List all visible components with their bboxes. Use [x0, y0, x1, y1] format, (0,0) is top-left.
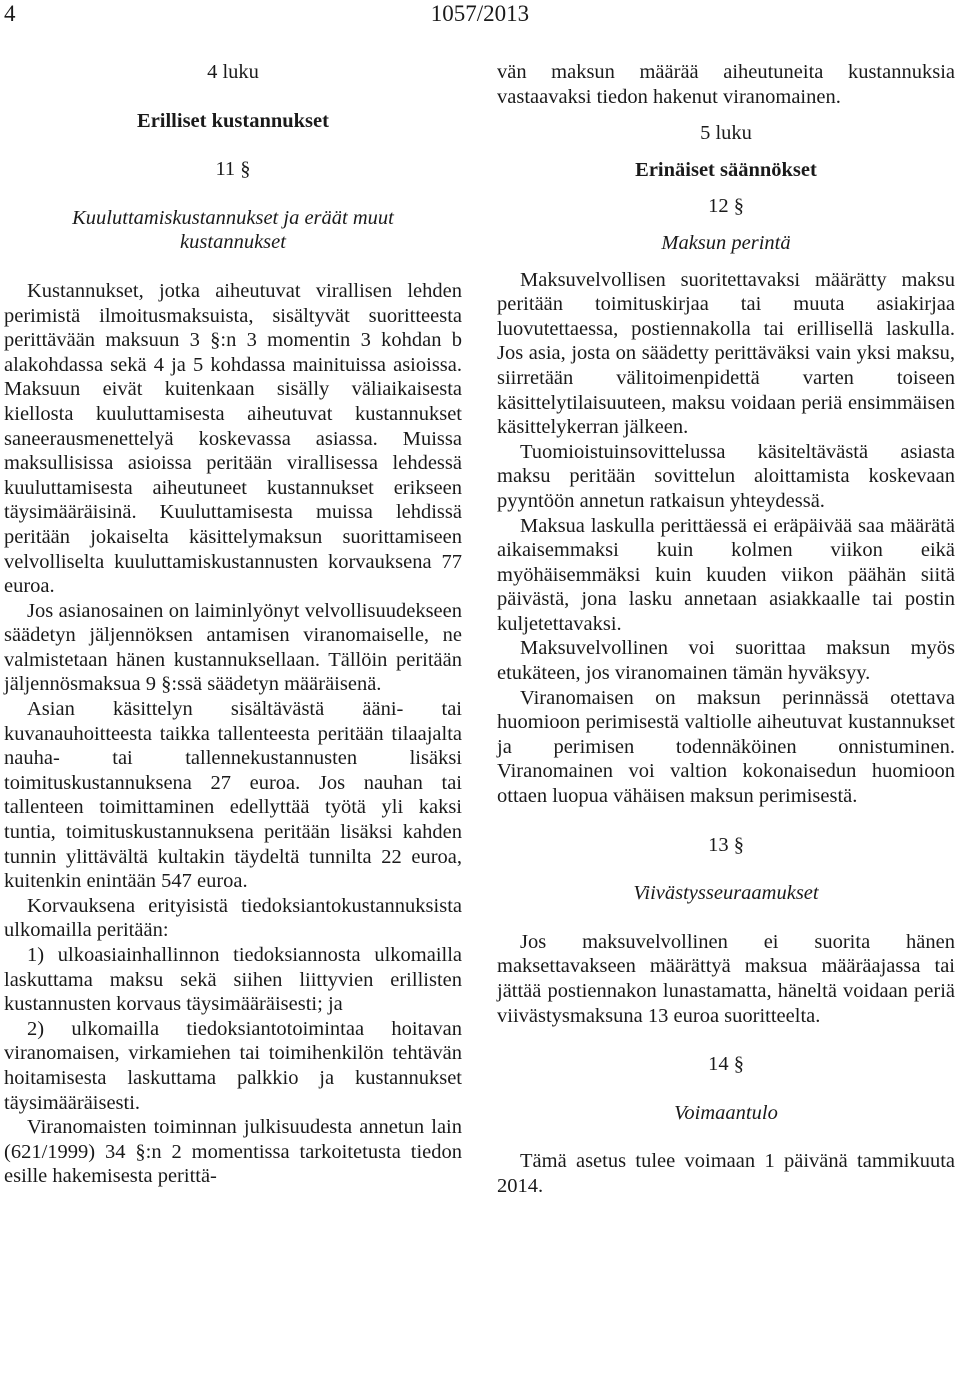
continuation-text: vän maksun määrää aiheutuneita kustannuksia vastaavaksi tiedon hakenut viranomainen.	[497, 61, 955, 108]
chapter-4-title: Erilliset kustannukset	[137, 109, 329, 132]
section-13-paragraph-1: Jos maksuvelvollinen ei suorita hänen maksettavakseen määrättyä maksua määräajassa tai jättää postiennakon lunastamatta, häneltä voidaan periä viivästysmaksuna 13 euroa suoritteelta.	[497, 930, 955, 1027]
section-12-paragraph-4: Maksuvelvollinen voi suorittaa maksun myös etukäteen, jos viranomainen tämän hyväksyy.	[497, 637, 955, 685]
left-column	[4, 60, 462, 1189]
section-12-paragraph-2: Tuomioistuinsovittelussa käsiteltävästä asiasta maksu peritään sovittelun aloittamista koskevaan pyyntöön annetun ratkaisun yhteydessä.	[497, 440, 955, 512]
section-12-paragraph-5: Viranomaisen on maksun perinnässä otettava huomioon perimisestä valtiolle aiheutuvat kustannukset ja perimisen todennäköinen onnistuminen. Viranomainen voi valtion kokonaisedun huomioon ottaen luopua vähäisen maksun perimisestä.	[497, 686, 955, 808]
section-14-title: Voimaantulo	[674, 1101, 778, 1124]
chapter-5-heading: 5 luku	[700, 122, 752, 145]
chapter-4-heading: 4 luku	[207, 61, 259, 83]
section-11-heading: 11 §	[215, 158, 251, 181]
section-11-paragraph-3: Asian käsittelyn sisältävästä ääni- tai kuvanauhoitteesta taikka tallenteesta peritään tilaajalta nauha- tai tallennekustannusten lisäksi toimituskustannuksena 27 euroa. Jos nauhan tai tallenteen toimittaminen edellyttää työtä yli kaksi tuntia, toimituskustannuksena peritään lisäksi kahden tunnin ylittävältä kultakin täydeltä tunnilta 22 euroa, kuitenkin enintään 547 euroa.	[4, 698, 462, 893]
chapter-5-title: Erinäiset säännökset	[635, 158, 817, 181]
section-11-list-item-2: 2) ulkomailla tiedoksiantotoimintaa hoitavan viranomaisen, virkamiehen tai toimihenkilön tehtävän hoitamisesta laskuttama palkkio ja kustannukset täysimääräisesti.	[4, 1017, 462, 1114]
section-11-title-line-1: Kuuluttamiskustannukset ja eräät muut	[72, 206, 394, 229]
page-number: 4	[4, 1, 16, 26]
document-reference: 1057/2013	[430, 1, 530, 26]
section-11-paragraph-5: Viranomaisten toiminnan julkisuudesta annetun lain (621/1999) 34 §:n 2 momentissa tarkoitetusta tiedon esille hakemisesta perittä-	[4, 1116, 462, 1188]
section-11-paragraph-4: Korvauksena erityisistä tiedoksiantokustannuksista ulkomailla peritään:	[4, 894, 462, 942]
section-12-title: Maksun perintä	[661, 231, 791, 254]
section-11-title-line-2: kustannukset	[180, 231, 286, 254]
section-13-heading: 13 §	[708, 833, 744, 856]
section-11-list-item-1: 1) ulkoasiainhallinnon tiedoksiannosta ulkomailla laskuttama maksu sekä siihen liittyvien erillisten kustannusten korvaus täysimääräisesti; ja	[4, 944, 462, 1016]
section-11-paragraph-1: Kustannukset, jotka aiheutuvat virallisen lehden perimistä ilmoitusmaksuista, sisältyvät suoritteesta perittävään maksuun 3 §:n 3 momentin 3 kohdan b alakohdassa sekä 4 ja 5 kohdassa mainituissa asioissa. Maksuun eivät kuitenkaan sisälly väliaikaisesta kiellosta kuuluttamisesta aiheutuvat kustannukset saneerausmenettelyä koskevassa asiassa. Muissa maksullisissa asioissa peritään virallisessa lehdessä kuuluttamisesta aiheutuneet kustannukset erikseen täysimääräisinä. Kuuluttamisesta muissa lehdissä peritään jokaiselta käsittelymaksun suorittamiseen velvolliselta kuuluttamiskustannusten korvauksena 77 euroa.	[4, 279, 462, 598]
section-12-paragraph-1: Maksuvelvollisen suoritettavaksi määrätty maksu peritään toimituskirjaa tai muuta asiakirjaa luovutettaessa, postiennakolla tai erillisellä laskulla. Jos asia, josta on säädetty perittäväksi vain yksi maksu, siirretään välitoimenpidettä varten toiseen käsittelytilaisuuteen, maksu voidaan periä ensimmäisen käsittelykerran jälkeen.	[497, 268, 955, 439]
section-12-paragraph-3: Maksua laskulla perittäessä ei eräpäivää saa määrätä aikaisemmaksi kuin kolmen viikon eikä myöhäisemmäksi kuin kuuden viikon päähän siitä päivästä, jona lasku annetaan asiakkaalle tai postin kuljetettavaksi.	[497, 514, 955, 635]
section-14-paragraph-1: Tämä asetus tulee voimaan 1 päivänä tammikuuta 2014.	[497, 1150, 955, 1197]
section-11-paragraph-2: Jos asianosainen on laiminlyönyt velvollisuudekseen säädetyn jäljennöksen antamisen viranomaiselle, ne valmistetaan hänen kustannuksellaan. Tällöin peritään jäljennösmaksua 9 §:ssä säädetyn määräisenä.	[4, 599, 462, 696]
section-12-heading: 12 §	[708, 195, 744, 218]
right-column	[497, 60, 955, 1199]
section-14-heading: 14 §	[708, 1053, 744, 1076]
section-13-title: Viivästysseuraamukset	[633, 882, 819, 905]
